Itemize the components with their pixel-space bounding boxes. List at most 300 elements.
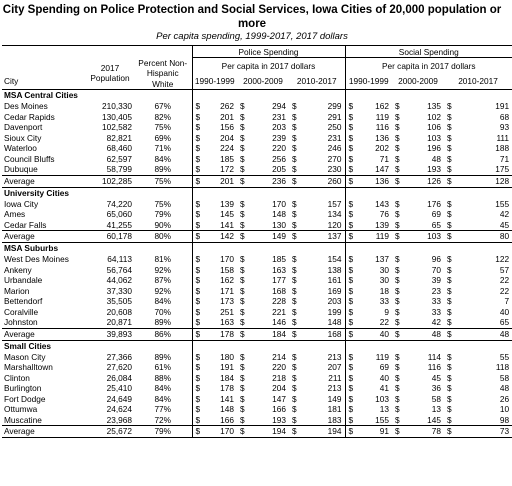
police-value: 157 — [327, 198, 342, 209]
section-title: Small Cities — [2, 340, 192, 352]
pct-white-value: 70% — [154, 306, 172, 317]
social-dollar-sign: $ — [447, 285, 452, 296]
police-dollar-sign: $ — [192, 133, 200, 144]
social-dollar-sign: $ — [395, 404, 400, 414]
population-value: 65,060 — [106, 209, 132, 219]
social-dollar-sign: $ — [447, 393, 452, 404]
social-value: 65 — [499, 317, 510, 327]
police-value: 203 — [327, 296, 342, 306]
pct-white-value: 84% — [154, 296, 172, 306]
police-value: 166 — [272, 404, 286, 414]
social-dollar-sign: $ — [447, 254, 452, 264]
average-pct-white: 80% — [134, 231, 192, 243]
social-dollar-sign: $ — [395, 164, 400, 174]
social-dollar-sign: $ — [447, 306, 452, 317]
pct-white-value: 88% — [154, 372, 172, 383]
social-value: 139 — [375, 219, 389, 230]
table-row — [2, 265, 512, 276]
police-dollar-sign: $ — [292, 351, 297, 362]
police-value: 181 — [327, 404, 342, 414]
social-per-capita-label: Per capita in 2017 dollars — [345, 58, 512, 75]
pct-white-value: 82% — [154, 111, 172, 122]
police-dollar-sign: $ — [292, 414, 297, 425]
population-value: 44,062 — [106, 275, 132, 285]
social-average-dollar-sign: $ — [345, 426, 353, 438]
social-dollar-sign: $ — [447, 351, 452, 362]
police-dollar-sign: $ — [292, 164, 297, 174]
social-value: 33 — [431, 296, 441, 306]
social-value: 33 — [379, 296, 389, 306]
social-dollar-sign: $ — [447, 209, 452, 219]
city-header: City — [2, 74, 86, 89]
social-dollar-sign: $ — [395, 351, 400, 362]
police-value: 120 — [327, 219, 342, 230]
social-average-value: 48 — [452, 328, 512, 340]
section-police-blank — [192, 90, 345, 102]
police-dollar-sign: $ — [240, 404, 245, 414]
police-value: 148 — [220, 404, 234, 414]
pct-white-value: 92% — [154, 264, 172, 275]
social-value: 116 — [375, 122, 389, 132]
table-row — [2, 307, 512, 318]
police-value: 145 — [220, 209, 234, 219]
police-value: 183 — [327, 414, 342, 425]
social-dollar-sign: $ — [345, 275, 353, 286]
social-average-value: 128 — [452, 175, 512, 187]
social-dollar-sign: $ — [395, 143, 400, 153]
police-average-value: 194 — [245, 426, 289, 438]
social-dollar-sign: $ — [395, 393, 400, 404]
social-value: 71 — [379, 153, 389, 164]
police-dollar-sign: $ — [292, 306, 297, 317]
police-dollar-sign: $ — [292, 372, 297, 383]
city-name: Iowa City — [4, 198, 39, 209]
table-title: City Spending on Police Protection and Social Services, Iowa Cities of 20,000 population or more — [2, 4, 502, 30]
police-dollar-sign: $ — [192, 209, 200, 220]
section-header-row — [2, 187, 512, 199]
police-average-dollar-sign: $ — [237, 231, 245, 243]
police-dollar-sign: $ — [192, 404, 200, 415]
social-value: 48 — [499, 383, 510, 393]
social-value: 42 — [431, 317, 441, 327]
table-row — [2, 133, 512, 144]
social-dollar-sign: $ — [345, 296, 353, 307]
social-value: 155 — [495, 198, 510, 209]
police-value: 239 — [272, 132, 286, 143]
social-value: 55 — [499, 351, 510, 362]
social-average-value: 80 — [452, 231, 512, 243]
section-social-blank — [345, 90, 512, 102]
police-value: 148 — [272, 209, 286, 219]
police-value: 168 — [272, 285, 286, 296]
police-dollar-sign: $ — [192, 394, 200, 405]
police-dollar-sign: $ — [240, 122, 245, 132]
police-dollar-sign: $ — [240, 209, 245, 219]
police-dollar-sign: $ — [292, 285, 297, 296]
social-value: 65 — [431, 219, 441, 230]
city-name: Cedar Falls — [4, 219, 47, 230]
social-value: 136 — [375, 132, 389, 143]
police-average-value: 168 — [297, 328, 345, 340]
police-dollar-sign: $ — [292, 122, 297, 132]
pct-white-value: 81% — [154, 254, 172, 264]
police-average-value: 170 — [200, 426, 237, 438]
city-name: Fort Dodge — [4, 393, 46, 404]
police-value: 299 — [327, 101, 342, 111]
social-value: 36 — [431, 383, 441, 393]
section-police-blank — [192, 340, 345, 352]
average-row — [2, 231, 512, 243]
police-value: 251 — [220, 306, 234, 317]
police-value: 203 — [272, 122, 286, 132]
police-dollar-sign: $ — [240, 414, 245, 425]
social-dollar-sign: $ — [345, 220, 353, 231]
social-dollar-sign: $ — [395, 254, 400, 264]
city-name: Council Bluffs — [4, 153, 55, 164]
police-dollar-sign: $ — [240, 393, 245, 404]
population-value: 20,871 — [106, 317, 132, 327]
social-value: 69 — [431, 209, 441, 219]
population-header: 2017 Population — [86, 58, 134, 90]
social-dollar-sign: $ — [447, 414, 452, 425]
social-average-dollar-sign: $ — [392, 175, 400, 187]
police-value: 185 — [220, 153, 234, 164]
population-value: 27,620 — [106, 362, 132, 372]
social-average-dollar-sign: $ — [444, 426, 452, 438]
social-value: 175 — [495, 164, 510, 174]
police-dollar-sign: $ — [192, 154, 200, 165]
police-value: 138 — [327, 264, 342, 275]
police-value: 191 — [220, 362, 234, 372]
police-average-dollar-sign: $ — [192, 328, 200, 340]
police-value: 173 — [220, 296, 234, 306]
police-value: 213 — [327, 383, 342, 393]
police-dollar-sign: $ — [292, 209, 297, 219]
social-average-value: 78 — [400, 426, 444, 438]
police-value: 262 — [220, 101, 234, 111]
social-value: 155 — [375, 414, 389, 425]
police-dollar-sign: $ — [192, 122, 200, 133]
social-dollar-sign: $ — [395, 275, 400, 285]
police-value: 230 — [327, 164, 342, 174]
city-name: Davenport — [4, 122, 43, 132]
city-name: Ankeny — [4, 264, 32, 275]
social-value: 57 — [499, 264, 510, 275]
population-value: 74,220 — [106, 198, 132, 209]
social-average-value: 103 — [400, 231, 444, 243]
population-value: 20,608 — [106, 306, 132, 317]
city-name: Ottumwa — [4, 404, 38, 414]
population-value: 62,597 — [106, 153, 132, 164]
police-period-header: 1990-1999 — [192, 74, 237, 89]
social-value: 68 — [499, 111, 510, 122]
police-dollar-sign: $ — [292, 296, 297, 306]
city-name: Cedar Rapids — [4, 111, 55, 122]
city-name: Marion — [4, 285, 30, 296]
population-value: 68,460 — [106, 143, 132, 153]
police-value: 204 — [220, 132, 234, 143]
police-value: 161 — [327, 275, 342, 285]
police-dollar-sign: $ — [292, 404, 297, 414]
table-row — [2, 199, 512, 210]
social-dollar-sign: $ — [345, 286, 353, 297]
police-value: 146 — [272, 317, 286, 327]
section-header-row — [2, 243, 512, 255]
social-dollar-sign: $ — [447, 362, 452, 372]
social-value: 122 — [495, 254, 510, 264]
police-average-value: 178 — [200, 328, 237, 340]
police-dollar-sign: $ — [192, 112, 200, 123]
social-dollar-sign: $ — [345, 143, 353, 154]
police-value: 218 — [272, 372, 286, 383]
police-value: 141 — [220, 393, 234, 404]
social-value: 119 — [375, 351, 389, 362]
social-value: 39 — [431, 275, 441, 285]
average-row — [2, 328, 512, 340]
social-value: 41 — [379, 383, 389, 393]
table-row — [2, 394, 512, 405]
average-population: 25,672 — [86, 426, 134, 438]
social-average-dollar-sign: $ — [392, 328, 400, 340]
police-dollar-sign: $ — [192, 296, 200, 307]
pct-white-value: 92% — [154, 285, 172, 296]
police-dollar-sign: $ — [292, 153, 297, 164]
population-value: 23,968 — [106, 414, 132, 425]
police-value: 228 — [272, 296, 286, 306]
social-value: 188 — [495, 143, 510, 153]
pct-white-value: 77% — [154, 404, 172, 414]
social-value: 71 — [499, 153, 510, 164]
table-row — [2, 286, 512, 297]
social-dollar-sign: $ — [395, 372, 400, 383]
social-value: 45 — [431, 372, 441, 383]
social-value: 145 — [427, 414, 441, 425]
social-value: 26 — [499, 393, 510, 404]
police-dollar-sign: $ — [240, 101, 245, 111]
police-average-value: 149 — [245, 231, 289, 243]
police-dollar-sign: $ — [240, 362, 245, 372]
police-average-dollar-sign: $ — [289, 231, 297, 243]
police-dollar-sign: $ — [240, 198, 245, 209]
police-dollar-sign: $ — [240, 275, 245, 285]
social-dollar-sign: $ — [345, 415, 353, 426]
police-dollar-sign: $ — [292, 219, 297, 230]
social-dollar-sign: $ — [447, 111, 452, 122]
police-value: 256 — [272, 153, 286, 164]
social-dollar-sign: $ — [447, 198, 452, 209]
police-average-dollar-sign: $ — [192, 426, 200, 438]
pct-white-value: 79% — [154, 209, 172, 219]
population-value: 41,255 — [106, 219, 132, 230]
pct-white-value: 87% — [154, 275, 172, 285]
police-dollar-sign: $ — [292, 317, 297, 327]
police-value: 193 — [272, 414, 286, 425]
table-row — [2, 220, 512, 231]
social-value: 23 — [431, 285, 441, 296]
police-value: 220 — [272, 362, 286, 372]
table-row — [2, 122, 512, 133]
social-value: 69 — [379, 362, 389, 372]
section-title: MSA Suburbs — [2, 243, 192, 255]
police-average-value: 201 — [200, 175, 237, 187]
police-value: 231 — [272, 111, 286, 122]
population-value: 102,582 — [102, 122, 132, 132]
police-average-dollar-sign: $ — [289, 328, 297, 340]
table-subtitle: Per capita spending, 1999-2017, 2017 dollars — [156, 31, 348, 42]
police-value: 154 — [327, 254, 342, 264]
section-header-row — [2, 340, 512, 352]
city-name: Des Moines — [4, 101, 48, 111]
police-dollar-sign: $ — [240, 264, 245, 275]
social-value: 9 — [384, 306, 389, 317]
city-name: Waterloo — [4, 143, 37, 153]
social-dollar-sign: $ — [345, 373, 353, 384]
police-value: 158 — [220, 264, 234, 275]
police-value: 147 — [272, 393, 286, 404]
pct-white-value: 67% — [154, 101, 172, 111]
police-value: 163 — [272, 264, 286, 275]
average-population: 102,285 — [86, 175, 134, 187]
average-label: Average — [2, 426, 86, 438]
social-value: 196 — [427, 143, 441, 153]
city-name: Ames — [4, 209, 26, 219]
social-average-value: 119 — [353, 231, 392, 243]
police-value: 166 — [220, 414, 234, 425]
social-dollar-sign: $ — [395, 111, 400, 122]
police-dollar-sign: $ — [192, 307, 200, 318]
police-dollar-sign: $ — [192, 199, 200, 210]
social-dollar-sign: $ — [395, 122, 400, 132]
social-value: 40 — [379, 372, 389, 383]
social-value: 93 — [499, 122, 510, 132]
population-value: 64,113 — [107, 254, 132, 264]
city-name: Mason City — [4, 351, 46, 362]
city-name: Sioux City — [4, 132, 42, 143]
social-dollar-sign: $ — [345, 265, 353, 276]
population-value: 82,821 — [106, 132, 132, 143]
police-dollar-sign: $ — [192, 143, 200, 154]
police-value: 141 — [220, 219, 234, 230]
police-dollar-sign: $ — [192, 373, 200, 384]
population-value: 56,764 — [106, 264, 132, 275]
social-dollar-sign: $ — [447, 383, 452, 393]
social-period-header: 1990-1999 — [345, 74, 392, 89]
population-value: 25,410 — [106, 383, 132, 393]
police-dollar-sign: $ — [240, 143, 245, 153]
social-dollar-sign: $ — [447, 153, 452, 164]
social-value: 191 — [495, 101, 510, 111]
social-value: 96 — [431, 254, 441, 264]
social-average-value: 136 — [353, 175, 392, 187]
police-value: 149 — [327, 393, 342, 404]
police-average-dollar-sign: $ — [289, 426, 297, 438]
police-value: 270 — [327, 153, 342, 164]
police-dollar-sign: $ — [192, 101, 200, 112]
table-row — [2, 154, 512, 165]
section-police-blank — [192, 187, 345, 199]
police-dollar-sign: $ — [292, 393, 297, 404]
average-label: Average — [2, 231, 86, 243]
average-row — [2, 426, 512, 438]
section-social-blank — [345, 340, 512, 352]
police-period-header: 2010-2017 — [289, 74, 345, 89]
police-dollar-sign: $ — [192, 362, 200, 373]
social-dollar-sign: $ — [447, 219, 452, 230]
average-row — [2, 175, 512, 187]
police-average-value: 137 — [297, 231, 345, 243]
social-dollar-sign: $ — [395, 198, 400, 209]
police-dollar-sign: $ — [192, 317, 200, 328]
table-row — [2, 317, 512, 328]
police-value: 170 — [220, 254, 234, 264]
social-dollar-sign: $ — [447, 372, 452, 383]
police-value: 185 — [272, 254, 286, 264]
police-dollar-sign: $ — [240, 164, 245, 174]
social-dollar-sign: $ — [345, 199, 353, 210]
social-average-value: 91 — [353, 426, 392, 438]
police-dollar-sign: $ — [192, 286, 200, 297]
social-dollar-sign: $ — [345, 394, 353, 405]
police-value: 184 — [220, 372, 234, 383]
police-value: 207 — [327, 362, 342, 372]
police-dollar-sign: $ — [240, 285, 245, 296]
social-value: 202 — [375, 143, 389, 153]
police-average-value: 194 — [297, 426, 345, 438]
police-value: 221 — [272, 306, 286, 317]
city-name: Johnston — [4, 317, 38, 327]
social-value: 119 — [375, 111, 389, 122]
social-average-dollar-sign: $ — [444, 328, 452, 340]
pct-white-value: 84% — [154, 383, 172, 393]
police-dollar-sign: $ — [192, 383, 200, 394]
police-value: 199 — [327, 306, 342, 317]
social-value: 103 — [375, 393, 389, 404]
police-dollar-sign: $ — [292, 254, 297, 264]
police-dollar-sign: $ — [292, 143, 297, 153]
social-value: 30 — [379, 275, 389, 285]
social-dollar-sign: $ — [345, 383, 353, 394]
social-value: 193 — [427, 164, 441, 174]
population-value: 24,649 — [106, 393, 132, 404]
police-value: 205 — [272, 164, 286, 174]
police-value: 156 — [220, 122, 234, 132]
section-social-blank — [345, 243, 512, 255]
police-value: 134 — [327, 209, 342, 219]
social-value: 176 — [427, 198, 441, 209]
section-title: MSA Central Cities — [2, 90, 192, 102]
social-value: 48 — [431, 153, 441, 164]
social-dollar-sign: $ — [447, 296, 452, 306]
social-average-dollar-sign: $ — [345, 231, 353, 243]
social-dollar-sign: $ — [345, 254, 353, 265]
city-name: West Des Moines — [4, 254, 69, 264]
table-row — [2, 373, 512, 384]
police-dollar-sign: $ — [292, 132, 297, 143]
police-dollar-sign: $ — [240, 351, 245, 362]
police-value: 139 — [220, 198, 234, 209]
average-pct-white: 79% — [134, 426, 192, 438]
police-value: 178 — [220, 383, 234, 393]
population-value: 24,624 — [106, 404, 132, 414]
pct-white-value: 90% — [154, 219, 172, 230]
city-name: Dubuque — [4, 164, 38, 174]
average-pct-white: 86% — [134, 328, 192, 340]
police-average-value: 236 — [245, 175, 289, 187]
section-title: University Cities — [2, 187, 192, 199]
police-value: 172 — [220, 164, 234, 174]
social-dollar-sign: $ — [345, 209, 353, 220]
social-dollar-sign: $ — [395, 414, 400, 425]
